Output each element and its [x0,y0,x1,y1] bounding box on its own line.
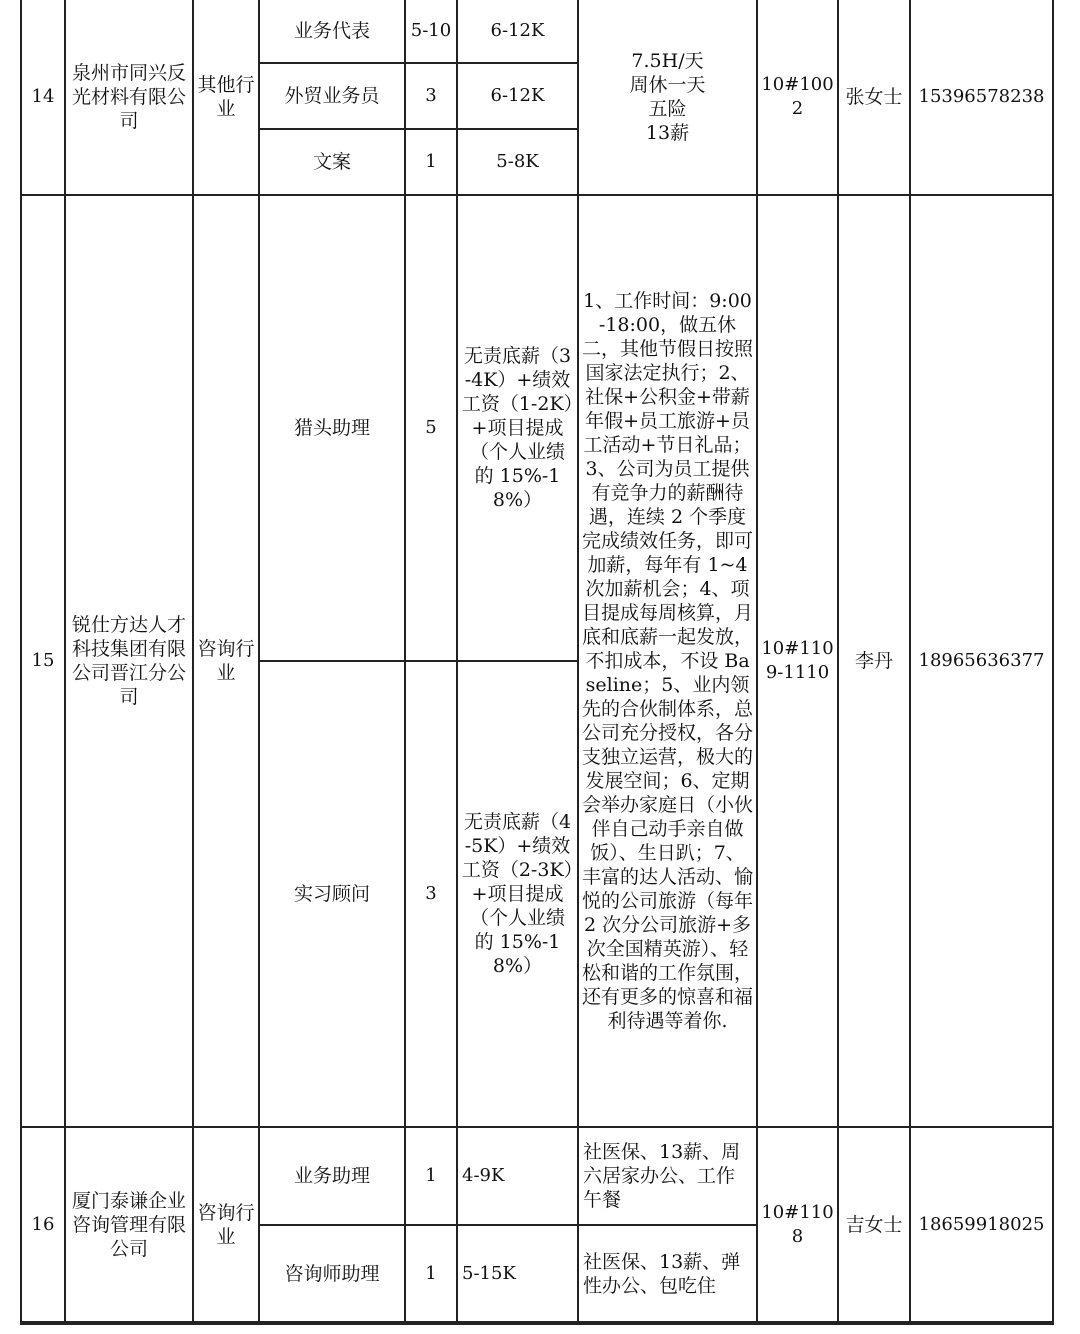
benefit-line: 周休一天 [629,74,706,96]
job-count: 5 [405,195,457,661]
job-salary: 6-12K [457,0,578,63]
address: 10#1109-1110 [757,195,838,1127]
job-count: 3 [405,63,457,129]
job-title: 外贸业务员 [259,63,405,129]
company-name: 锐仕方达人才科技集团有限公司晋江分公司 [65,195,193,1127]
job-listing-table [20,0,1054,1325]
job-count: 1 [405,1127,457,1225]
job-salary: 6-12K [457,63,578,129]
row-number: 16 [21,1127,65,1323]
job-count: 1 [405,129,457,195]
job-title: 猎头助理 [259,195,405,661]
contact-person: 吉女士 [838,1127,910,1323]
address: 10#1108 [757,1127,838,1323]
job-salary: 4-9K [457,1127,578,1225]
benefits: 1、工作时间：9:00-18:00，做五休二，其他节假日按照国家法定执行；2、社保+公积金+带薪年假+员工旅游+员工活动+节日礼品；3、公司为员工提供有竞争力的薪酬待遇，连续 2 个季度完成绩效任务，即可加薪，每年有 1~4 次加薪机会；4、项目提成每周核算，月底和底薪一起发放，不扣成本，不设 Baseline；5、业内领先的合伙制体系，总公司充分授权，各分支独立运营，极大的发展空间；6、定期会举办家庭日（小伙伴自己动手亲自做饭）、生日趴；7、丰富的达人活动、愉悦的公司旅游（每年 2 次分公司旅游+多次全国精英游）、轻松和谐的工作氛围，还有更多的惊喜和福利待遇等着你. [578,195,757,1127]
benefit-line: 7.5H/天 [631,50,704,72]
benefit-line: 五险 [648,98,687,120]
benefits [578,0,757,195]
benefit-line: 13薪 [645,122,690,144]
job-count: 3 [405,661,457,1127]
address: 10#1002 [757,0,838,195]
phone-number: 18659918025 [910,1127,1053,1323]
contact-person: 李丹 [838,195,910,1127]
table-row [21,1127,1053,1225]
company-name: 泉州市同兴反光材料有限公司 [65,0,193,195]
benefits: 社医保、13薪、弹性办公、包吃住 [578,1225,757,1323]
job-title: 业务助理 [259,1127,405,1225]
job-salary: 5-8K [457,129,578,195]
industry: 其他行业 [193,0,259,195]
contact-person: 张女士 [838,0,910,195]
row-number: 15 [21,195,65,1127]
phone-number: 15396578238 [910,0,1053,195]
job-salary: 5-15K [457,1225,578,1323]
industry: 咨询行业 [193,1127,259,1323]
company-name: 厦门泰谦企业咨询管理有限公司 [65,1127,193,1323]
table-row [21,0,1053,63]
benefits: 社医保、13薪、周六居家办公、工作午餐 [578,1127,757,1225]
industry: 咨询行业 [193,195,259,1127]
job-title: 业务代表 [259,0,405,63]
job-title: 实习顾问 [259,661,405,1127]
job-salary: 无责底薪（3-4K）+绩效工资（1-2K）+项目提成（个人业绩的 15%-18%） [457,195,578,661]
job-title: 文案 [259,129,405,195]
row-number: 14 [21,0,65,195]
phone-number: 18965636377 [910,195,1053,1127]
table-row [21,195,1053,661]
job-count: 5-10 [405,0,457,63]
job-salary: 无责底薪（4-5K）+绩效工资（2-3K）+项目提成（个人业绩的 15%-18%） [457,661,578,1127]
job-count: 1 [405,1225,457,1323]
job-title: 咨询师助理 [259,1225,405,1323]
